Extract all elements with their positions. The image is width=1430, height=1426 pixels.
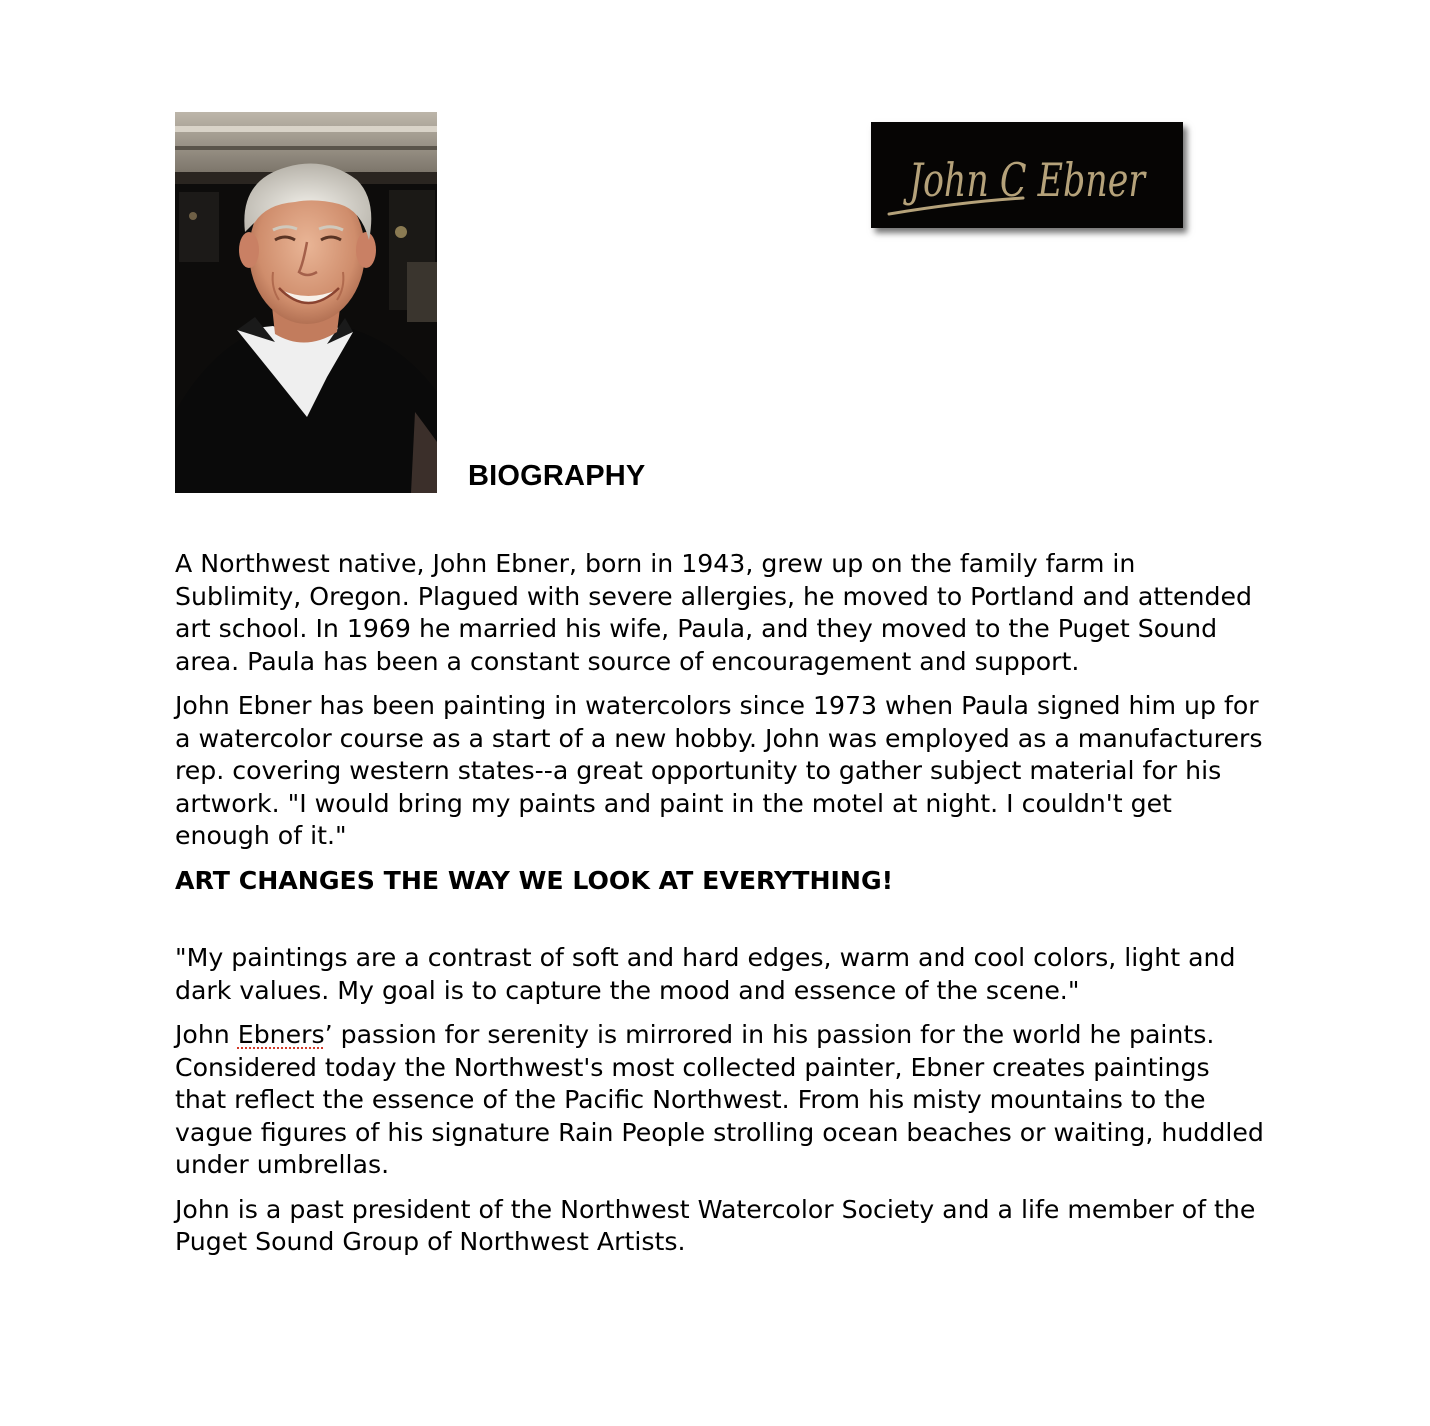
bio-paragraph-4-start: John <box>175 1020 238 1049</box>
quote-paragraph: "My paintings are a contrast of soft and hard edges, warm and cool colors, light and dark values. My goal is to capture the mood and essence of the scene." <box>175 943 1236 1005</box>
bio-paragraph-5: John is a past president of the Northwest Watercolor Society and a life member of the Puget Sound Group of Northwest Artists. <box>175 1194 1256 1256</box>
portrait-photo <box>175 112 437 493</box>
bio-paragraph-1: A Northwest native, John Ebner, born in 1943, grew up on the family farm in Sublimity, Oregon. Plagued with severe allergies, he moved to Portland and attended art school. In 1969 he married his wife, Paula, and they moved to the Puget Sound area. Paula has been a constant source of encouragement and support. <box>175 549 1252 676</box>
bio-paragraph-4 <box>175 1019 1265 1182</box>
misspelled-word: Ebners <box>237 1020 325 1049</box>
signature-text: John C Ebner <box>902 153 1148 207</box>
page-title: BIOGRAPHY <box>468 460 646 492</box>
slogan: ART CHANGES THE WAY WE LOOK AT EVERYTHING! <box>175 865 894 895</box>
biography-body <box>175 548 1265 1271</box>
signature-logo <box>871 122 1183 228</box>
bio-paragraph-2: John Ebner has been painting in watercolors since 1973 when Paula signed him up for a watercolor course as a start of a new hobby. John was employed as a manufacturers rep. covering western states--a great opportunity to gather subject material for his artwork. "I would bring my paints and paint in the motel at night. I couldn't get enough of it." <box>175 691 1263 850</box>
bio-paragraph-4-rest: ’ passion for serenity is mirrored in his passion for the world he paints. Considered today the Northwest's most collected painter, Ebner creates paintings that reflect the essence of the Pacific Northwest. From his misty mountains to the vague figures of his signature Rain People strolling ocean beaches or waiting, huddled under umbrellas. <box>175 1020 1264 1179</box>
